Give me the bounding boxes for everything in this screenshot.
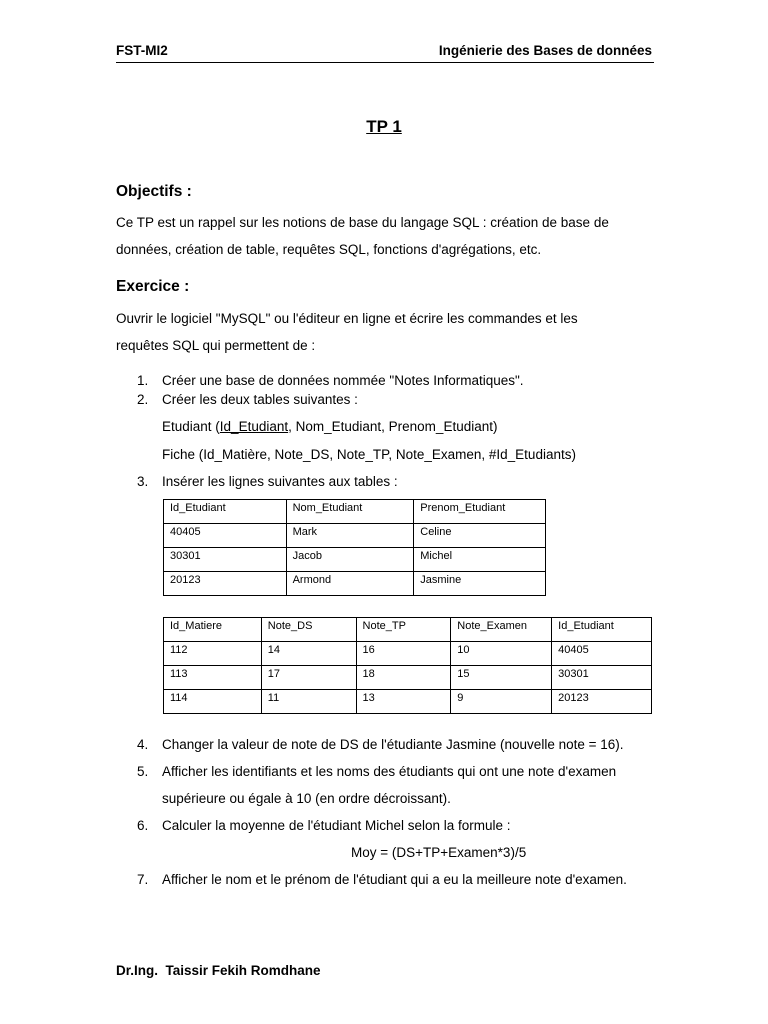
table-header-cell: Id_Etudiant <box>164 500 287 524</box>
table-row <box>164 548 546 572</box>
list-item-3 <box>137 474 398 489</box>
list-text: Créer une base de données nommée "Notes Informatiques". <box>162 373 524 388</box>
table-row <box>164 642 652 666</box>
list-number: 5. <box>137 764 149 779</box>
exercice-line-2: requêtes SQL qui permettent de : <box>116 338 316 353</box>
list-item-4 <box>137 737 624 752</box>
list-text: Afficher le nom et le prénom de l'étudiant qui a eu la meilleure note d'examen. <box>162 872 627 887</box>
table-cell: 40405 <box>552 642 652 666</box>
list-number: 2. <box>137 392 149 407</box>
table-header-cell: Nom_Etudiant <box>286 500 414 524</box>
schema-prefix: Etudiant ( <box>162 419 220 434</box>
table-header-row <box>164 618 652 642</box>
formula: Moy = (DS+TP+Examen*3)/5 <box>351 845 527 860</box>
list-item-5-continuation: supérieure ou égale à 10 (en ordre décroissant). <box>162 791 451 806</box>
schema-etudiant <box>162 419 497 434</box>
table-header-cell: Note_TP <box>356 618 451 642</box>
table-cell: 20123 <box>164 572 287 596</box>
table-cell: 14 <box>261 642 356 666</box>
list-text: Afficher les identifiants et les noms des étudiants qui ont une note d'examen <box>162 764 617 779</box>
table-cell: 17 <box>261 666 356 690</box>
table-cell: 30301 <box>552 666 652 690</box>
table-cell: Armond <box>286 572 414 596</box>
table-cell: 10 <box>451 642 552 666</box>
table-cell: Jacob <box>286 548 414 572</box>
table-cell: 18 <box>356 666 451 690</box>
table-cell: 13 <box>356 690 451 714</box>
exercice-heading: Exercice : <box>116 278 190 295</box>
table-header-row <box>164 500 546 524</box>
list-text: Calculer la moyenne de l'étudiant Michel selon la formule : <box>162 818 511 833</box>
table-etudiant <box>163 499 546 596</box>
table-cell: Mark <box>286 524 414 548</box>
exercice-line-1: Ouvrir le logiciel "MySQL" ou l'éditeur en ligne et écrire les commandes et les <box>116 311 578 326</box>
table-cell: 9 <box>451 690 552 714</box>
page-title: TP 1 <box>366 117 402 136</box>
table-cell: 16 <box>356 642 451 666</box>
header-right: Ingénierie des Bases de données <box>438 43 652 58</box>
list-item-2 <box>137 392 358 407</box>
table-row <box>164 524 546 548</box>
schema-rest: , Nom_Etudiant, Prenom_Etudiant) <box>288 419 498 434</box>
list-item-1 <box>137 373 524 388</box>
table-row <box>164 690 652 714</box>
table-header-cell: Note_Examen <box>451 618 552 642</box>
list-text: Créer les deux tables suivantes : <box>162 392 358 407</box>
table-cell: 114 <box>164 690 262 714</box>
list-number: 3. <box>137 474 149 489</box>
table-row <box>164 572 546 596</box>
table-cell: 40405 <box>164 524 287 548</box>
table-cell: 20123 <box>552 690 652 714</box>
objectifs-text <box>116 209 656 263</box>
header-left: FST-MI2 <box>116 43 168 58</box>
header-rule <box>116 62 654 63</box>
objectifs-heading: Objectifs : <box>116 183 192 200</box>
exercice-text <box>116 305 656 359</box>
footer-author: Dr.Ing. Taissir Fekih Romdhane <box>116 963 321 978</box>
table-cell: Michel <box>414 548 546 572</box>
table-cell: 11 <box>261 690 356 714</box>
table-cell: Jasmine <box>414 572 546 596</box>
table-header-cell: Id_Matiere <box>164 618 262 642</box>
table-fiche <box>163 617 652 714</box>
table-cell: Celine <box>414 524 546 548</box>
table-cell: 113 <box>164 666 262 690</box>
schema-primary-key: Id_Etudiant <box>219 419 289 434</box>
list-number: 7. <box>137 872 149 887</box>
list-text: Changer la valeur de note de DS de l'étudiante Jasmine (nouvelle note = 16). <box>162 737 624 752</box>
table-header-cell: Id_Etudiant <box>552 618 652 642</box>
table-header-cell: Note_DS <box>261 618 356 642</box>
list-number: 6. <box>137 818 149 833</box>
list-item-7 <box>137 872 627 887</box>
table-row <box>164 666 652 690</box>
list-text: Insérer les lignes suivantes aux tables : <box>162 474 398 489</box>
list-number: 4. <box>137 737 149 752</box>
table-cell: 15 <box>451 666 552 690</box>
schema-fiche: Fiche (Id_Matière, Note_DS, Note_TP, Note_Examen, #Id_Etudiants) <box>162 447 576 462</box>
list-item-5 <box>137 764 616 779</box>
table-cell: 30301 <box>164 548 287 572</box>
list-item-6 <box>137 818 511 833</box>
objectifs-line-2: données, création de table, requêtes SQL, fonctions d'agrégations, etc. <box>116 242 542 257</box>
table-header-cell: Prenom_Etudiant <box>414 500 546 524</box>
table-cell: 112 <box>164 642 262 666</box>
objectifs-line-1: Ce TP est un rappel sur les notions de base du langage SQL : création de base de <box>116 215 609 230</box>
list-number: 1. <box>137 373 149 388</box>
